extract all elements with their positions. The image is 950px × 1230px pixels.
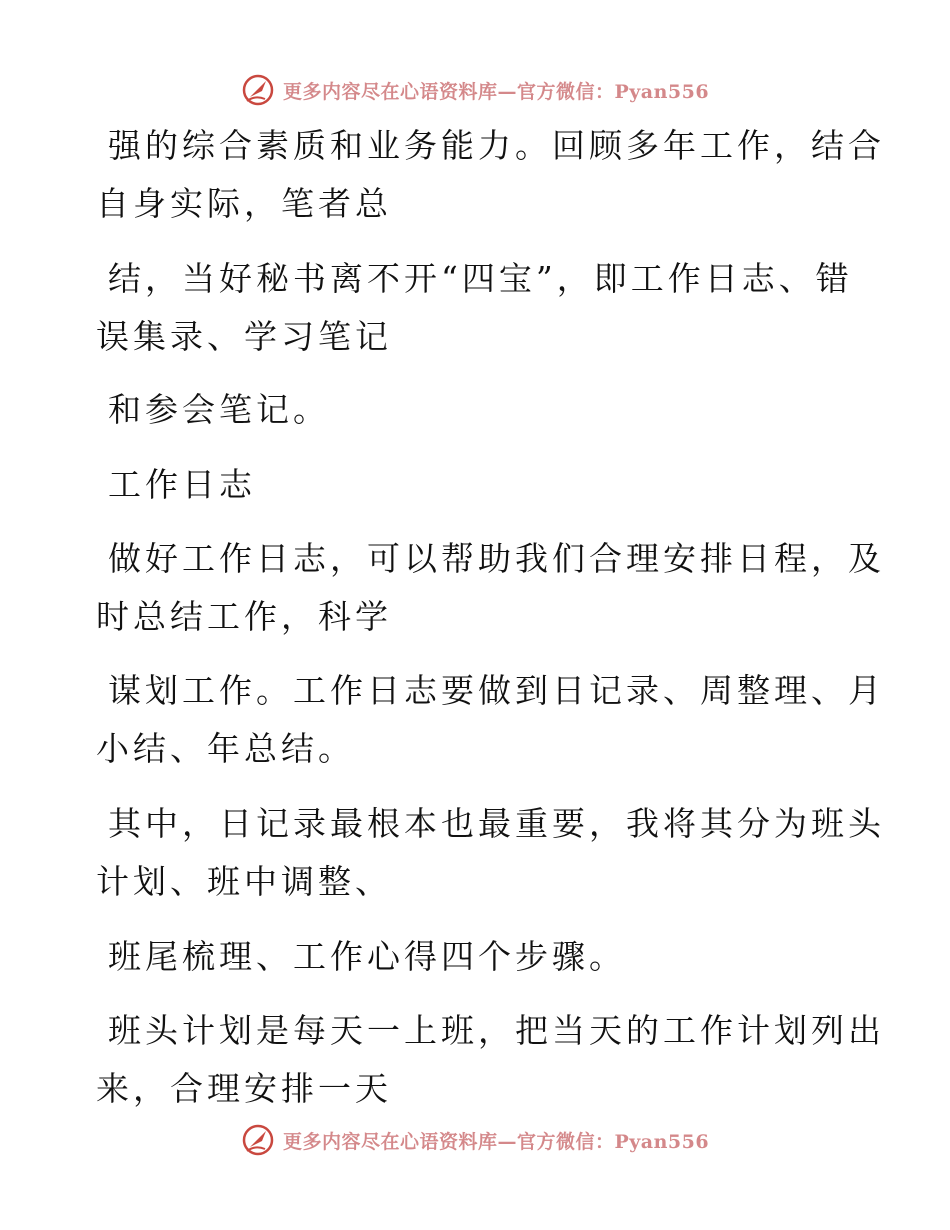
text-line: 做好工作日志，可以帮助我们合理安排日程，及 (108, 539, 885, 578)
text-line: 计划、班中调整、 (96, 862, 392, 901)
text-line: 强的综合素质和业务能力。回顾多年工作，结合 (108, 126, 885, 165)
text-line: 工作日志 (108, 465, 256, 504)
text-line: 班尾梳理、工作心得四个步骤。 (108, 937, 626, 976)
text-line: 误集录、学习笔记 (96, 317, 392, 356)
text-line: 其中，日记录最根本也最重要，我将其分为班头 (108, 804, 885, 843)
quill-logo-icon (241, 73, 275, 107)
text-line: 来，合理安排一天 (96, 1069, 392, 1108)
text-line: 小结、年总结。 (96, 729, 355, 768)
section-heading (96, 456, 836, 514)
text-line: 自身实际，笔者总 (96, 184, 392, 223)
paragraph (96, 928, 836, 986)
text-line: 结，当好秘书离不开“四宝”，即工作日志、错 (108, 259, 853, 298)
text-line: 谋划工作。工作日志要做到日记录、周整理、月 (108, 671, 885, 710)
paragraph (96, 530, 885, 646)
text-line: 和参会笔记。 (108, 390, 330, 429)
paragraph (96, 381, 836, 439)
paragraph (96, 250, 853, 366)
footer-watermark (0, 1120, 950, 1160)
paragraph (96, 117, 885, 233)
paragraph (96, 662, 885, 778)
paragraph (96, 795, 885, 911)
header-watermark (0, 70, 950, 110)
watermark-text: 更多内容尽在心语资料库—官方微信：Pyan556 (282, 80, 710, 103)
quill-logo-icon (241, 1123, 275, 1157)
text-line: 班头计划是每天一上班，把当天的工作计划列出 (108, 1011, 885, 1050)
paragraph (96, 1002, 885, 1118)
text-line: 时总结工作，科学 (96, 597, 392, 636)
watermark-text: 更多内容尽在心语资料库—官方微信：Pyan556 (282, 1130, 710, 1153)
